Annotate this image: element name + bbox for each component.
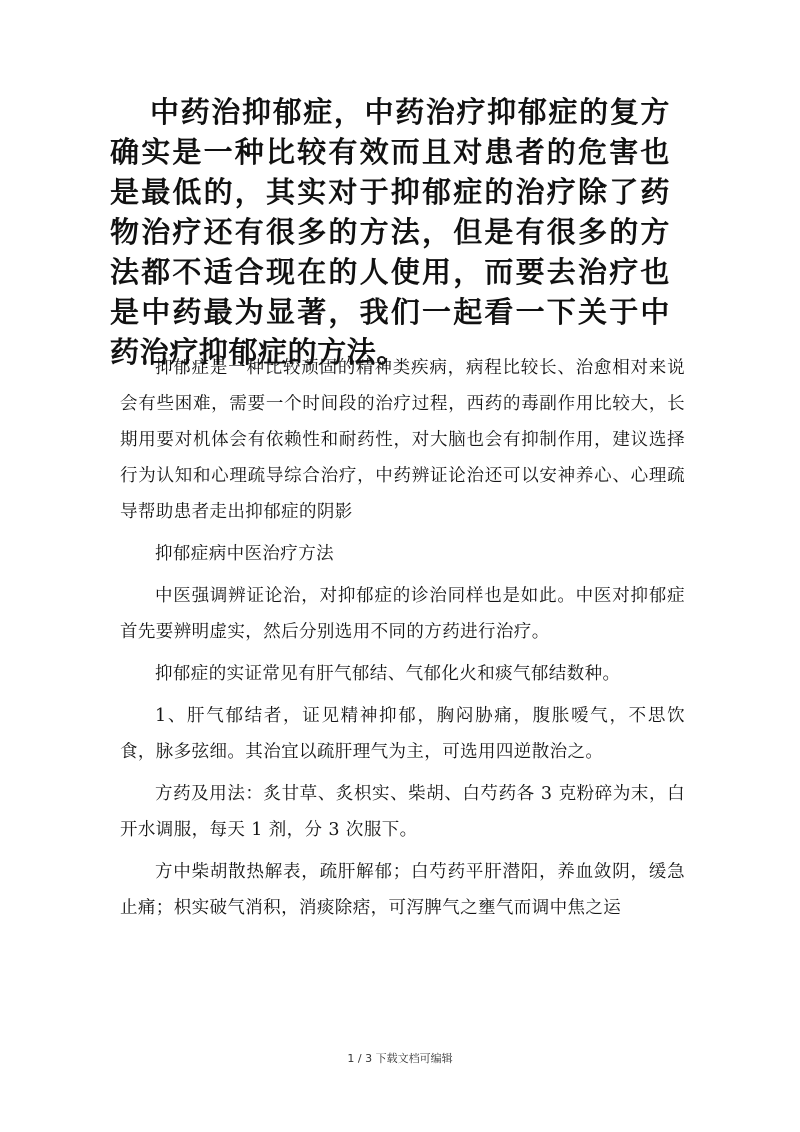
- document-title: 中药治抑郁症，中药治疗抑郁症的复方确实是一种比较有效而且对患者的危害也是最低的，其实对于抑郁症的治疗除了药物治疗还有很多的方法，但是有很多的方法都不适合现在的人使用，而要去治疗也是中药最为显著，我们一起看一下关于中药治疗抑郁症的方法。: [110, 95, 670, 369]
- paragraph: 中医强调辨证论治，对抑郁症的诊治同样也是如此。中医对抑郁症首先要辨明虚实，然后分别选用不同的方药进行治疗。: [120, 586, 685, 642]
- paragraph: 方中柴胡散热解表，疏肝解郁；白芍药平肝潜阳，养血敛阴，缓急止痛；枳实破气消积，消痰除痞，可泻脾气之壅气而调中焦之运: [120, 862, 685, 918]
- paragraph: 1、肝气郁结者，证见精神抑郁，胸闷胁痛，腹胀嗳气，不思饮食，脉多弦细。其治宜以疏肝理气为主，可选用四逆散治之。: [120, 706, 685, 762]
- paragraph: 抑郁症的实证常见有肝气郁结、气郁化火和痰气郁结数种。: [155, 664, 621, 684]
- document-body: [120, 350, 685, 932]
- paragraph: 方药及用法：炙甘草、炙枳实、柴胡、白芍药各 3 克粉碎为末，白开水调服，每天 1 剂，分 3 次服下。: [120, 784, 685, 840]
- paragraph-intro: 抑郁症是一种比较顽固的精神类疾病，病程比较长、治愈相对来说会有些困难，需要一个时间段的治疗过程，西药的毒副作用比较大，长期用要对机体会有依赖性和耐药性，对大脑也会有抑制作用，建议选择行为认知和心理疏导综合治疗，中药辨证论治还可以安神养心、心理疏导帮助患者走出抑郁症的阴影: [120, 358, 685, 522]
- section-heading: 抑郁症病中医治疗方法: [155, 544, 334, 564]
- page-footer: 1 / 3 下载文档可编辑: [347, 1052, 453, 1065]
